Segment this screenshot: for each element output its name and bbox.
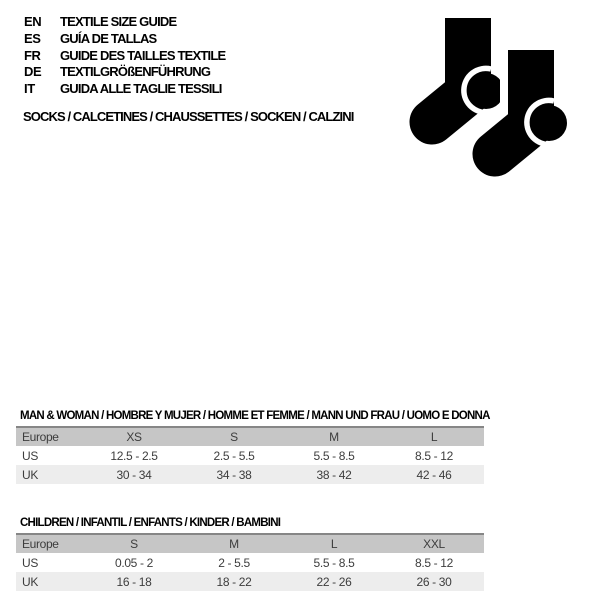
size-value: 2.5 - 5.5 [213, 448, 255, 463]
size-table-children [16, 517, 484, 591]
size-value: 2 - 5.5 [218, 555, 250, 570]
table-title: MAN & WOMAN / HOMBRE Y MUJER / HOMME ET FEMME / MANN UND FRAU / UOMO E DONNA [20, 410, 490, 422]
table-grid [16, 426, 484, 484]
header-cell-size: S [130, 537, 138, 551]
size-value: 26 - 30 [416, 574, 452, 589]
header-cell-size: M [229, 537, 239, 551]
language-list [24, 14, 225, 98]
table-row-us [16, 553, 484, 572]
size-value: 30 - 34 [116, 467, 152, 482]
header-cell-region: Europe [22, 430, 59, 444]
size-value: 34 - 38 [216, 467, 252, 482]
size-value: 38 - 42 [316, 467, 352, 482]
size-value: 42 - 46 [416, 467, 452, 482]
row-label: US [22, 448, 38, 463]
row-label: US [22, 555, 38, 570]
size-value: 16 - 18 [116, 574, 152, 589]
header-cell-size: XS [126, 430, 142, 444]
header-cell-size: L [330, 537, 338, 551]
language-row-fr [24, 48, 225, 65]
size-table-man-woman [16, 410, 490, 484]
size-value: 5.5 - 8.5 [313, 448, 355, 463]
category-title: SOCKS / CALCETINES / CHAUSSETTES / SOCKEN / CALZINI [23, 109, 354, 124]
language-code: DE [24, 64, 42, 80]
table-header-row [16, 535, 484, 553]
table-row-us [16, 446, 484, 465]
sock-back [432, 18, 504, 122]
language-code: IT [24, 81, 35, 97]
language-text: TEXTILE SIZE GUIDE [60, 14, 177, 29]
size-value: 18 - 22 [216, 574, 252, 589]
table-title: CHILDREN / INFANTIL / ENFANTS / KINDER / BAMBINI [20, 517, 281, 529]
language-code: ES [24, 30, 41, 46]
table-grid [16, 533, 484, 591]
sock-front [495, 42, 575, 154]
language-code: FR [24, 47, 41, 63]
language-row-it [24, 81, 225, 98]
row-label: UK [22, 574, 38, 589]
language-text: GUIDA ALLE TAGLIE TESSILI [60, 81, 222, 97]
size-value: 8.5 - 12 [415, 555, 453, 570]
language-row-en [24, 14, 225, 31]
size-value: 0.05 - 2 [115, 555, 153, 570]
size-value: 22 - 26 [316, 574, 352, 589]
language-text: TEXTILGRÖßENFÜHRUNG [60, 64, 211, 80]
table-row-uk [16, 465, 484, 484]
language-row-de [24, 64, 225, 81]
header-cell-size: M [329, 430, 339, 444]
table-row-uk [16, 572, 484, 591]
size-value: 8.5 - 12 [415, 448, 453, 463]
table-header-row [16, 428, 484, 446]
language-code: EN [24, 14, 42, 29]
header-cell-size: L [430, 430, 438, 444]
size-value: 5.5 - 8.5 [313, 555, 355, 570]
language-text: GUIDE DES TAILLES TEXTILE [60, 47, 226, 63]
header-cell-size: S [230, 430, 238, 444]
row-label: UK [22, 467, 38, 482]
header-cell-region: Europe [22, 537, 59, 551]
language-row-es [24, 31, 225, 48]
socks-icon [395, 0, 595, 195]
language-text: GUÍA DE TALLAS [60, 30, 157, 46]
size-value: 12.5 - 2.5 [110, 448, 158, 463]
header-cell-size: XXL [423, 537, 445, 551]
